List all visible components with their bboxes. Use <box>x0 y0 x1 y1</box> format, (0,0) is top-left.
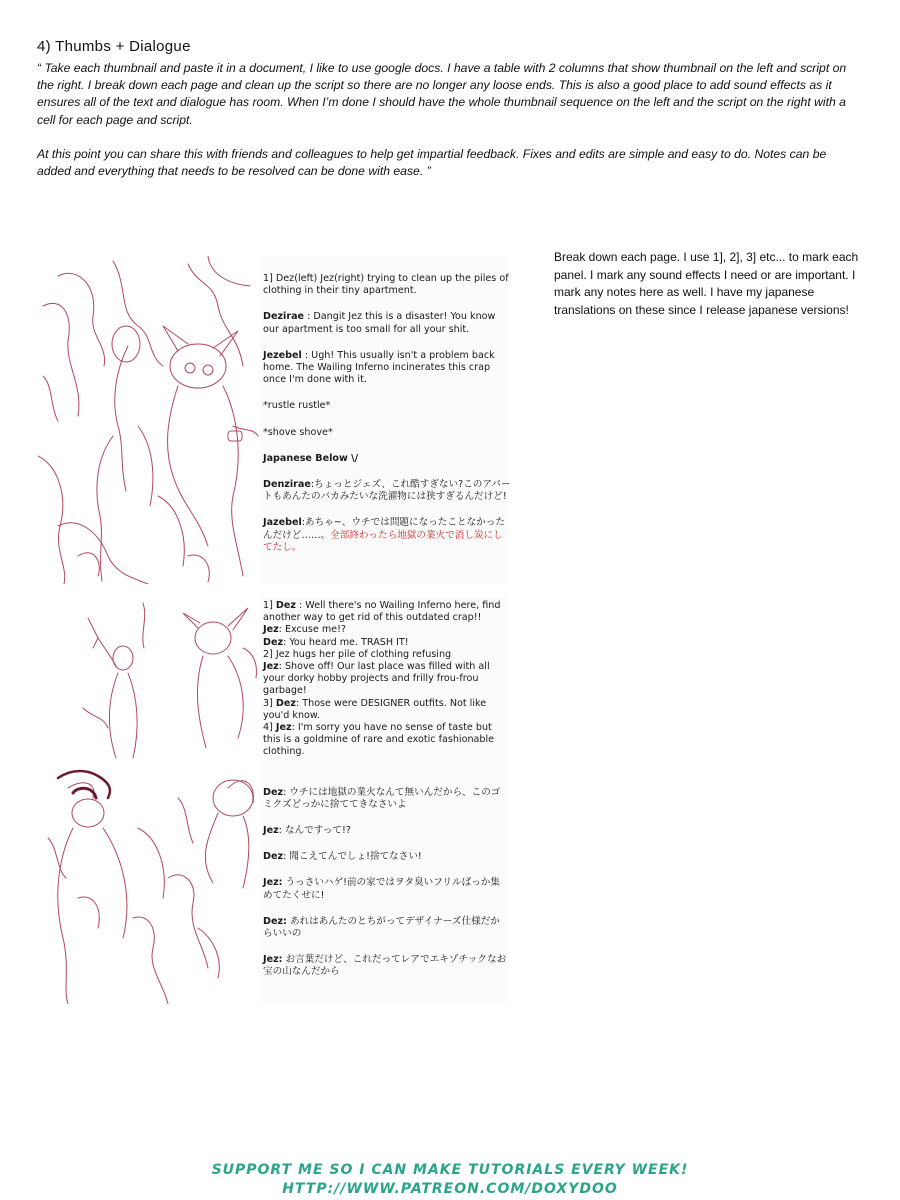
page2-jp-line-2 <box>263 825 507 837</box>
page1-script <box>263 273 511 554</box>
dialogue-text: お言葉だけど、これだってレアでエキゾチックなお宝の山なんだから <box>263 954 507 978</box>
dialogue-text: :あちゃ~、ウチでは問題になったことなかったんだけど……。 <box>263 517 505 541</box>
section-heading: 4) Thumbs + Dialogue <box>37 38 191 55</box>
intro-paragraph-2: At this point you can share this with friends and colleagues to help get impartial feedback. Fixes and edits are simple and easy to do. Notes can be added and everything that needs to be resolved can be done with ease. ” <box>37 146 827 179</box>
footer-patreon-link[interactable]: HTTP://WWW.PATREON.COM/DOXYDOO <box>282 1181 618 1197</box>
speaker-name: Jez <box>263 624 279 636</box>
page2-panel-1 <box>263 600 507 624</box>
dialogue-text: : I'm sorry you have no sense of taste but this is a goldmine of rare and exotic fashionable clothing. <box>263 722 495 758</box>
page2-thumbnail-sketch <box>38 598 260 1004</box>
speaker-name: Dez <box>263 636 284 648</box>
page2-table-row <box>38 598 508 1004</box>
dialogue-text: : Dangit Jez this is a disaster! You know our apartment is too small for all your shit. <box>263 311 496 335</box>
dialogue-text: : Shove off! Our last place was filled with all your dorky hobby projects and frilly frou-frou garbage! <box>263 661 490 697</box>
speaker-name: Dez <box>263 851 284 863</box>
page1-sfx-shove: *shove shove* <box>263 426 333 438</box>
speaker-name: Dez: <box>263 915 287 927</box>
dialogue-text: : Ugh! This usually isn't a problem back home. The Wailing Inferno incinerates this crap once I'm done with it. <box>263 349 495 386</box>
page1-dezirae-line <box>263 311 511 335</box>
dialogue-text: : ウチには地獄の業火なんて無いんだから、このゴミクズどっかに捨ててきなさいよ <box>263 786 501 810</box>
page2-jp-line-5 <box>263 916 507 940</box>
speaker-name: Jazebel <box>263 517 302 529</box>
speaker-name: Jez <box>263 825 279 837</box>
speaker-name: Dez <box>275 697 296 709</box>
panel-number: 3] <box>263 697 276 709</box>
speaker-name: Dez <box>263 786 284 798</box>
dialogue-text: :ちょっとジェズ、これ酷すぎない?このアパートもあんたのバカみたいな洗濯物には狭すぎるんだけど! <box>263 479 511 503</box>
speaker-name: Denzirae <box>263 479 311 491</box>
intro-paragraph-1: “ Take each thumbnail and paste it in a document, I like to use google docs. I have a table with 2 columns that show thumbnail on the left and script on the right. I break down each page and clean up the script so there are no longer any loose ends. This is also a good place to add sound effects as it ensures all of the text and dialogue has room. When I’m done I should have the whole thumbnail sequence on the left and the script on the right with a cell for each page and script. <box>37 61 847 127</box>
page1-sfx-rustle: *rustle rustle* <box>263 400 331 412</box>
page1-thumbnail-sketch <box>38 256 260 584</box>
dialogue-text: あれはあんたのとちがってデザイナーズ仕様だからいいの <box>263 915 500 940</box>
speaker-name: Jez <box>275 722 292 734</box>
dialogue-text: うっさいハゲ!前の家ではヲタ臭いフリルばっか集めてたくせに! <box>263 877 500 901</box>
panel-number: 4] <box>263 722 276 734</box>
dialogue-text: : 聞こえてんでしょ!捨てなさい! <box>283 851 422 863</box>
page1-japanese-header <box>263 453 511 465</box>
dialogue-text: : Well there's no Wailing Inferno here, find another way to get rid of this outdated crap!! <box>263 600 501 624</box>
page1-panel-1: 1] Dez(left) Jez(right) trying to clean up the piles of clothing in their tiny apartment. <box>263 273 509 297</box>
page1-table-row <box>38 256 511 584</box>
panel-number: 1] <box>263 600 276 611</box>
dialogue-text: : Those were DESIGNER outfits. Not like you'd know. <box>263 697 487 721</box>
page2-dez-line-2 <box>263 637 507 649</box>
page2-script <box>263 600 507 979</box>
page2-jez-line-2 <box>263 661 507 698</box>
dialogue-note-red: 全部終わったら地獄の業火で消し炭にしてたし。 <box>263 529 503 553</box>
page2-jez-line-1 <box>263 624 507 636</box>
footer-support-text: SUPPORT ME SO I CAN MAKE TUTORIALS EVERY WEEK! <box>211 1162 689 1178</box>
side-note: Break down each page. I use 1], 2], 3] etc... to mark each panel. I mark any sound effects I need or are important. I mark any notes here as well. I have my japanese translations on these since I release japanese versions! <box>554 250 859 317</box>
speaker-name: Jez: <box>263 877 283 889</box>
page2-panel-3 <box>263 698 507 722</box>
page2-jp-line-1 <box>263 787 507 811</box>
page2-jp-line-4 <box>263 877 507 901</box>
dialogue-text: : Excuse me!? <box>278 624 347 636</box>
dialogue-text: : なんですって!? <box>278 825 351 837</box>
speaker-name: Dez <box>275 600 296 611</box>
page1-jezebel-line <box>263 350 511 387</box>
page2-panel-4 <box>263 722 507 759</box>
page2-jp-line-6 <box>263 954 507 978</box>
page1-jp-jezebel-line <box>263 517 511 554</box>
intro-text <box>37 60 857 197</box>
speaker-name: Dezirae <box>263 311 305 323</box>
speaker-name: Jezebel <box>263 349 302 361</box>
speaker-name: Jez: <box>263 954 283 966</box>
page2-panel-2: 2] Jez hugs her pile of clothing refusing <box>263 648 452 660</box>
page1-jp-dezirae-line <box>263 479 511 503</box>
page2-jp-line-3 <box>263 851 507 863</box>
speaker-name: Jez <box>263 661 279 673</box>
dialogue-text: : You heard me. TRASH IT! <box>283 636 409 648</box>
japanese-header-text: Japanese Below \/ <box>263 452 359 464</box>
